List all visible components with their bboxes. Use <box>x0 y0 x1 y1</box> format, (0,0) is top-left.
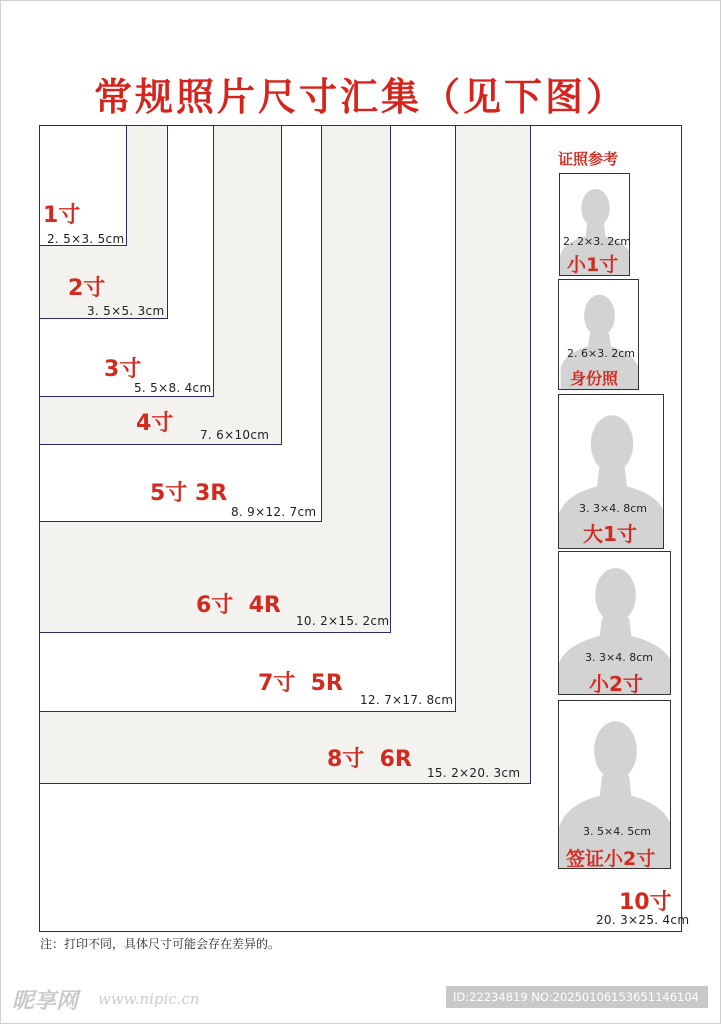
size-dim-7inch: 12. 7×17. 8cm <box>360 693 454 707</box>
size-label-3inch: 3寸 <box>104 357 142 382</box>
size-dim-3inch: 5. 5×8. 4cm <box>134 381 212 395</box>
watermark-id: ID:22234819 NO:20250106153651146104 <box>446 986 708 1008</box>
footnote: 注：打印不同，具体尺寸可能会存在差异的。 <box>40 937 281 951</box>
size-dim-6inch: 10. 2×15. 2cm <box>296 614 390 628</box>
size-label-4inch: 4寸 <box>136 411 174 436</box>
size-dim-8inch: 15. 2×20. 3cm <box>427 766 521 780</box>
size-label-7inch: 7寸 5R <box>258 671 343 696</box>
size-dim-2inch: 3. 5×5. 3cm <box>87 304 165 318</box>
size-label-2inch: 2寸 <box>68 276 106 301</box>
id-photo-name-small-1inch: 小1寸 <box>567 254 619 276</box>
size-dim-10inch: 20. 3×25. 4cm <box>596 913 690 927</box>
id-photo-heading: 证照参考 <box>558 150 619 168</box>
size-dim-4inch: 7. 6×10cm <box>200 428 270 442</box>
size-label-10inch: 10寸 <box>619 890 672 915</box>
id-photo-name-large-1inch: 大1寸 <box>583 522 637 546</box>
watermark-logo: 昵享网 <box>12 989 79 1014</box>
page-title: 常规照片尺寸汇集（见下图） <box>93 75 627 119</box>
id-photo-size-id-card: 2. 6×3. 2cm <box>567 347 635 360</box>
watermark-url: www.nipic.cn <box>98 990 200 1008</box>
size-label-6inch: 6寸 4R <box>196 593 281 618</box>
size-dim-1inch: 2. 5×3. 5cm <box>47 232 125 246</box>
id-photo-size-small-2inch: 3. 3×4. 8cm <box>585 651 653 664</box>
size-label-5inch: 5寸 3R <box>150 481 228 506</box>
id-photo-size-large-1inch: 3. 3×4. 8cm <box>579 502 647 515</box>
id-photo-name-small-2inch: 小2寸 <box>589 672 643 696</box>
size-dim-5inch: 8. 9×12. 7cm <box>231 505 317 519</box>
size-label-1inch: 1寸 <box>43 203 81 228</box>
size-label-8inch: 8寸 6R <box>327 747 412 772</box>
id-photo-name-id-card: 身份照 <box>570 369 619 388</box>
id-photo-size-visa-small-2inch: 3. 5×4. 5cm <box>583 825 651 838</box>
id-photo-size-small-1inch: 2. 2×3. 2cm <box>563 235 631 248</box>
id-photo-name-visa-small-2inch: 签证小2寸 <box>566 848 656 870</box>
